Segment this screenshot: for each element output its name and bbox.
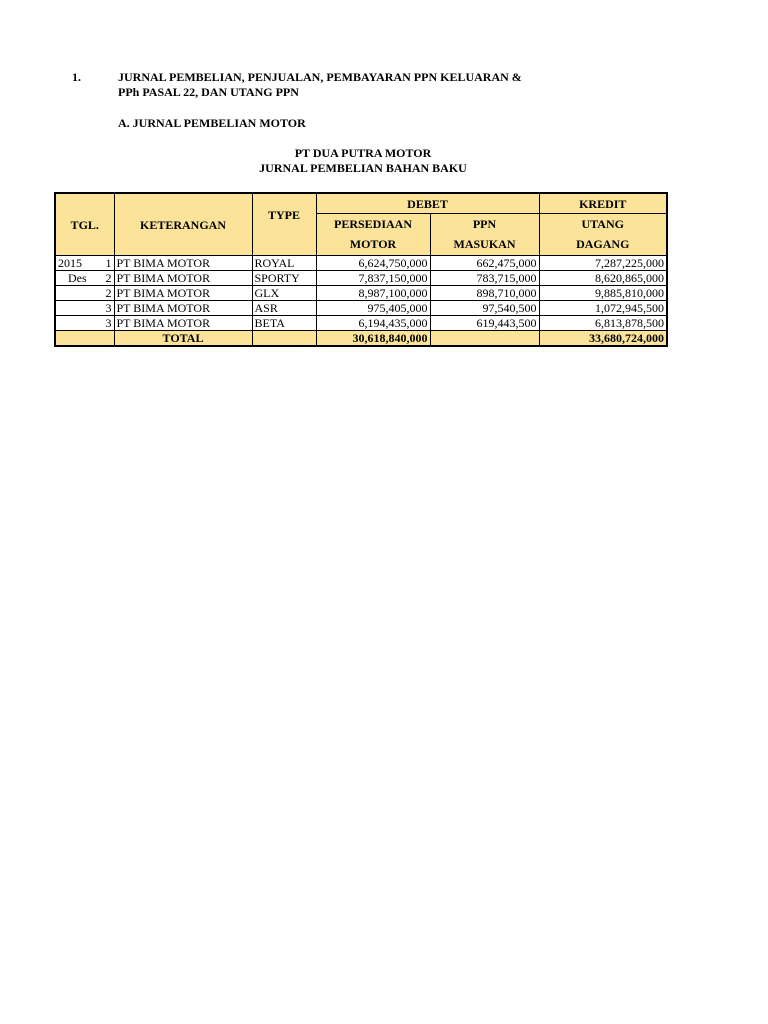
header-utang-line1: UTANG bbox=[539, 214, 667, 234]
type-cell: SPORTY bbox=[252, 271, 316, 286]
header-persediaan-line1: PERSEDIAAN bbox=[316, 214, 430, 234]
ppn-cell: 97,540,500 bbox=[430, 301, 539, 316]
day-number: 3 bbox=[55, 316, 114, 331]
total-label: TOTAL bbox=[114, 331, 252, 347]
date-label: 2015 bbox=[58, 256, 82, 270]
total-row bbox=[55, 331, 667, 347]
table-row bbox=[55, 316, 667, 331]
keterangan-cell: PT BIMA MOTOR bbox=[114, 256, 252, 271]
ppn-cell: 783,715,000 bbox=[430, 271, 539, 286]
table-row bbox=[55, 256, 667, 271]
utang-cell: 6,813,878,500 bbox=[539, 316, 667, 331]
document-title-line-2: PPh PASAL 22, DAN UTANG PPN bbox=[118, 85, 299, 99]
total-persediaan: 30,618,840,000 bbox=[316, 331, 430, 347]
utang-cell: 9,885,810,000 bbox=[539, 286, 667, 301]
day-number: 2 bbox=[55, 286, 114, 301]
total-empty-cell bbox=[55, 331, 114, 347]
table-row bbox=[55, 301, 667, 316]
table-row bbox=[55, 286, 667, 301]
header-ppn-line1: PPN bbox=[430, 214, 539, 234]
total-type-empty bbox=[252, 331, 316, 347]
ppn-cell: 662,475,000 bbox=[430, 256, 539, 271]
date-cell bbox=[55, 256, 114, 271]
header-persediaan-line2: MOTOR bbox=[316, 233, 430, 255]
section-number: 1. bbox=[72, 70, 81, 84]
type-cell: BETA bbox=[252, 316, 316, 331]
keterangan-cell: PT BIMA MOTOR bbox=[114, 286, 252, 301]
persediaan-cell: 975,405,000 bbox=[316, 301, 430, 316]
utang-cell: 1,072,945,500 bbox=[539, 301, 667, 316]
company-name: PT DUA PUTRA MOTOR bbox=[294, 146, 432, 160]
header-type: TYPE bbox=[252, 193, 316, 256]
utang-cell: 7,287,225,000 bbox=[539, 256, 667, 271]
keterangan-cell: PT BIMA MOTOR bbox=[114, 301, 252, 316]
total-utang: 33,680,724,000 bbox=[539, 331, 667, 347]
journal-title: JURNAL PEMBELIAN BAHAN BAKU bbox=[259, 161, 467, 175]
persediaan-cell: 6,194,435,000 bbox=[316, 316, 430, 331]
type-cell: GLX bbox=[252, 286, 316, 301]
utang-cell: 8,620,865,000 bbox=[539, 271, 667, 286]
day-number: 1 bbox=[105, 256, 112, 270]
persediaan-cell: 7,837,150,000 bbox=[316, 271, 430, 286]
ppn-cell: 898,710,000 bbox=[430, 286, 539, 301]
header-keterangan: KETERANGAN bbox=[114, 193, 252, 256]
header-utang-line2: DAGANG bbox=[539, 233, 667, 255]
purchase-journal-table bbox=[54, 192, 668, 347]
table-row bbox=[55, 271, 667, 286]
type-cell: ASR bbox=[252, 301, 316, 316]
ppn-cell: 619,443,500 bbox=[430, 316, 539, 331]
header-kredit: KREDIT bbox=[539, 193, 667, 214]
section-subtitle: A. JURNAL PEMBELIAN MOTOR bbox=[118, 116, 306, 130]
date-cell bbox=[55, 271, 114, 286]
header-ppn-line2: MASUKAN bbox=[430, 233, 539, 255]
day-number: 3 bbox=[55, 301, 114, 316]
persediaan-cell: 8,987,100,000 bbox=[316, 286, 430, 301]
document-title-line-1: JURNAL PEMBELIAN, PENJUALAN, PEMBAYARAN PPN KELUARAN & bbox=[118, 70, 522, 84]
total-ppn bbox=[430, 331, 539, 347]
keterangan-cell: PT BIMA MOTOR bbox=[114, 271, 252, 286]
type-cell: ROYAL bbox=[252, 256, 316, 271]
persediaan-cell: 6,624,750,000 bbox=[316, 256, 430, 271]
header-debet: DEBET bbox=[316, 193, 539, 214]
header-tgl: TGL. bbox=[55, 193, 114, 256]
date-label: Des bbox=[68, 271, 87, 285]
day-number: 2 bbox=[105, 271, 112, 285]
keterangan-cell: PT BIMA MOTOR bbox=[114, 316, 252, 331]
